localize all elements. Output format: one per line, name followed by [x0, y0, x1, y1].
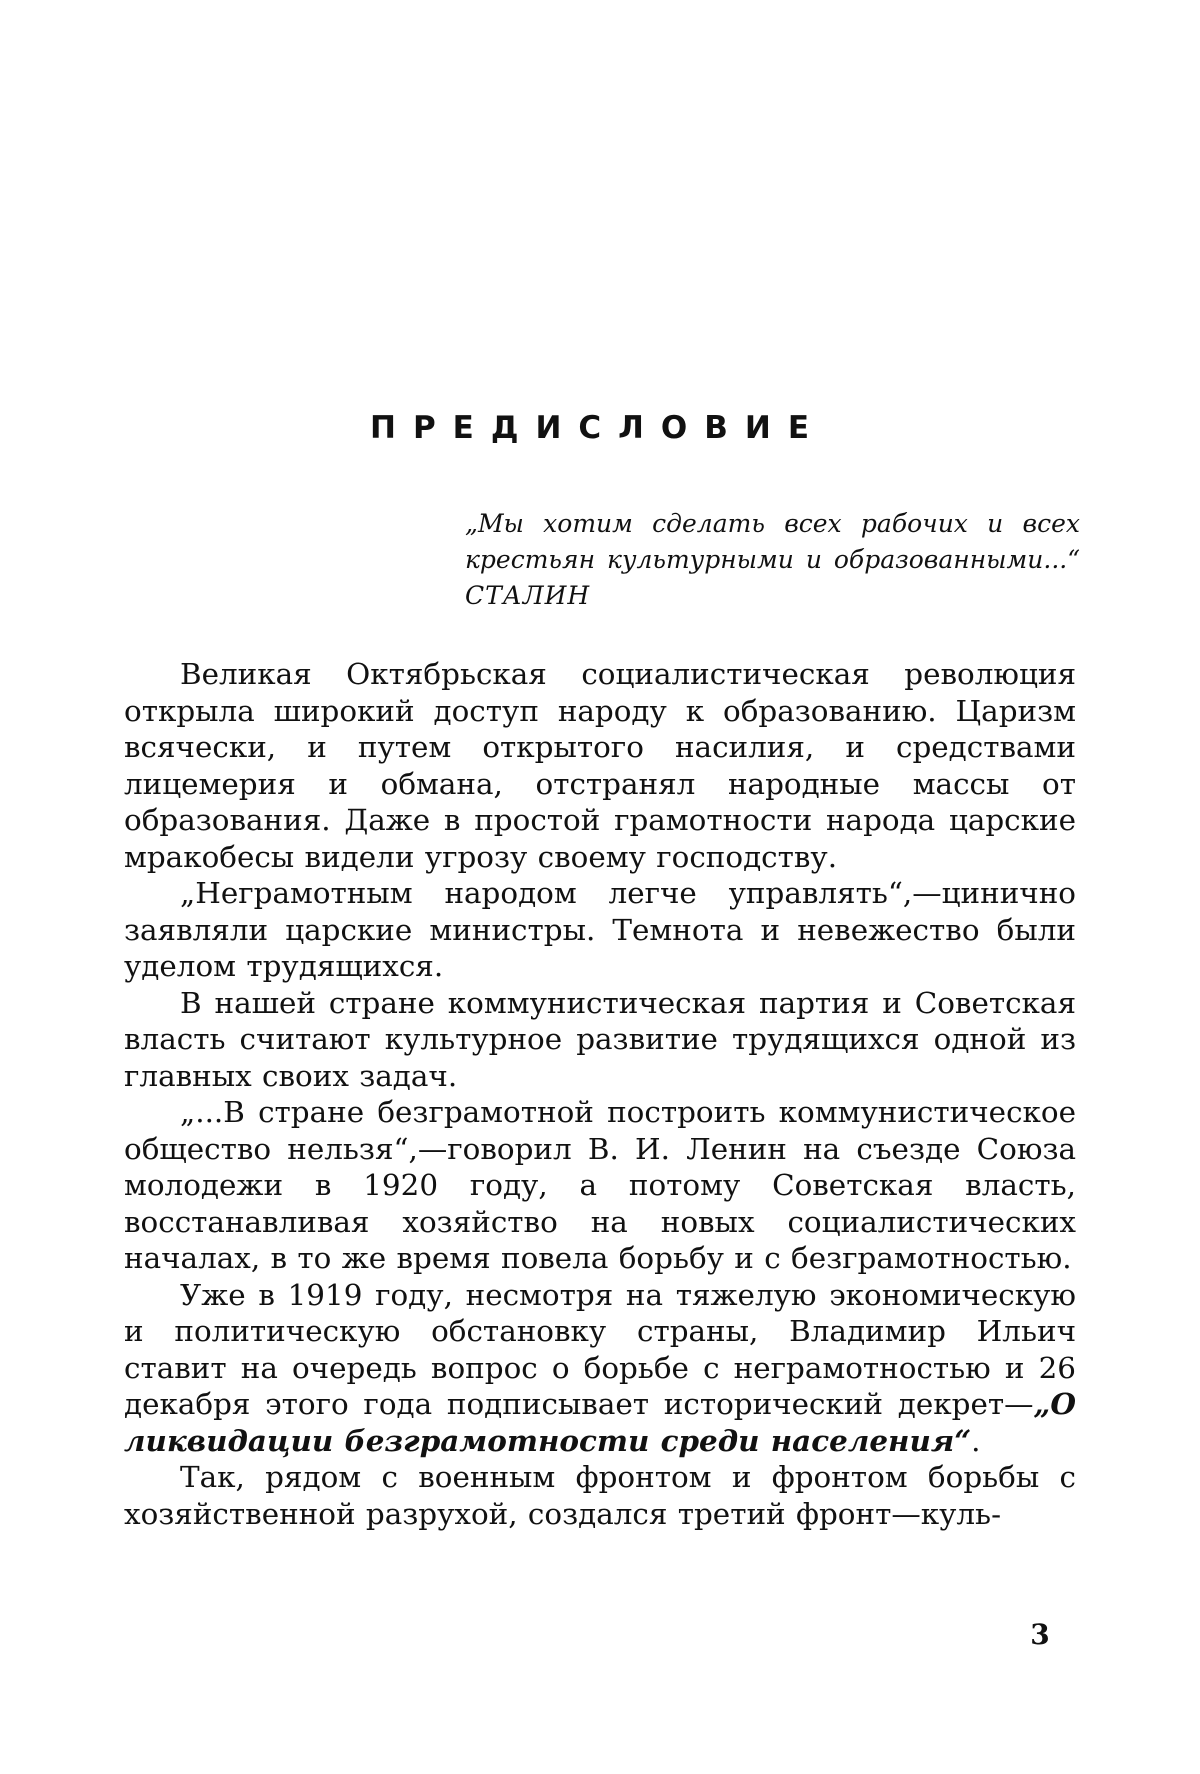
paragraph-2: „Неграмотным народом легче управлять“,—цинично заявляли царские министры. Темнота и невежество были уделом трудящихся. [124, 876, 1076, 983]
paragraph-1: Великая Октябрьская социалистическая революция открыла широкий доступ народу к образованию. Царизм всячески, и путем открытого насилия, и средствами лицемерия и обмана, отстранял народные массы от образования. Даже в простой грамотности народа царские мракобесы видели угрозу своему господству. [124, 657, 1076, 874]
paragraph-3: В нашей стране коммунистическая партия и Советская власть считают культурное развитие трудящихся одной из главных своих задач. [124, 985, 1076, 1093]
epigraph-quote: „Мы хотим сделать всех рабочих и всех крестьян культурными и образованными...“ [465, 509, 1080, 574]
page-number: 3 [1030, 1618, 1050, 1651]
paragraph-4: „...В стране безграмотной построить коммунистическое общество нельзя“,—говорил В. И. Ленин на съезде Союза молодежи в 1920 году, а потому Советская власть, восстанавливая хозяйство на новых социалистических началах, в то же время повела борьбу и с безграмотностью. [124, 1095, 1076, 1275]
paragraph-5 [124, 1277, 1076, 1460]
page-heading: ПРЕДИСЛОВИЕ [370, 410, 826, 446]
paragraph-6: Так, рядом с военным фронтом и фронтом борьбы с хозяйственной разрухой, создался третий фронт—куль- [124, 1460, 1076, 1531]
paragraph-5-end: . [971, 1423, 981, 1458]
decree-title: „О ликвидации безграмотности среди населения“ [124, 1386, 1076, 1458]
paragraph-5-text: Уже в 1919 году, несмотря на тяжелую экономическую и политическую обстановку страны, Владимир Ильич ставит на очередь вопрос о борьбе с неграмотностью и 26 декабря этого года подписывает исторический декрет— [124, 1277, 1076, 1421]
epigraph-author: СТАЛИН [465, 581, 591, 610]
epigraph [465, 506, 1080, 614]
body-text [124, 656, 1076, 1532]
